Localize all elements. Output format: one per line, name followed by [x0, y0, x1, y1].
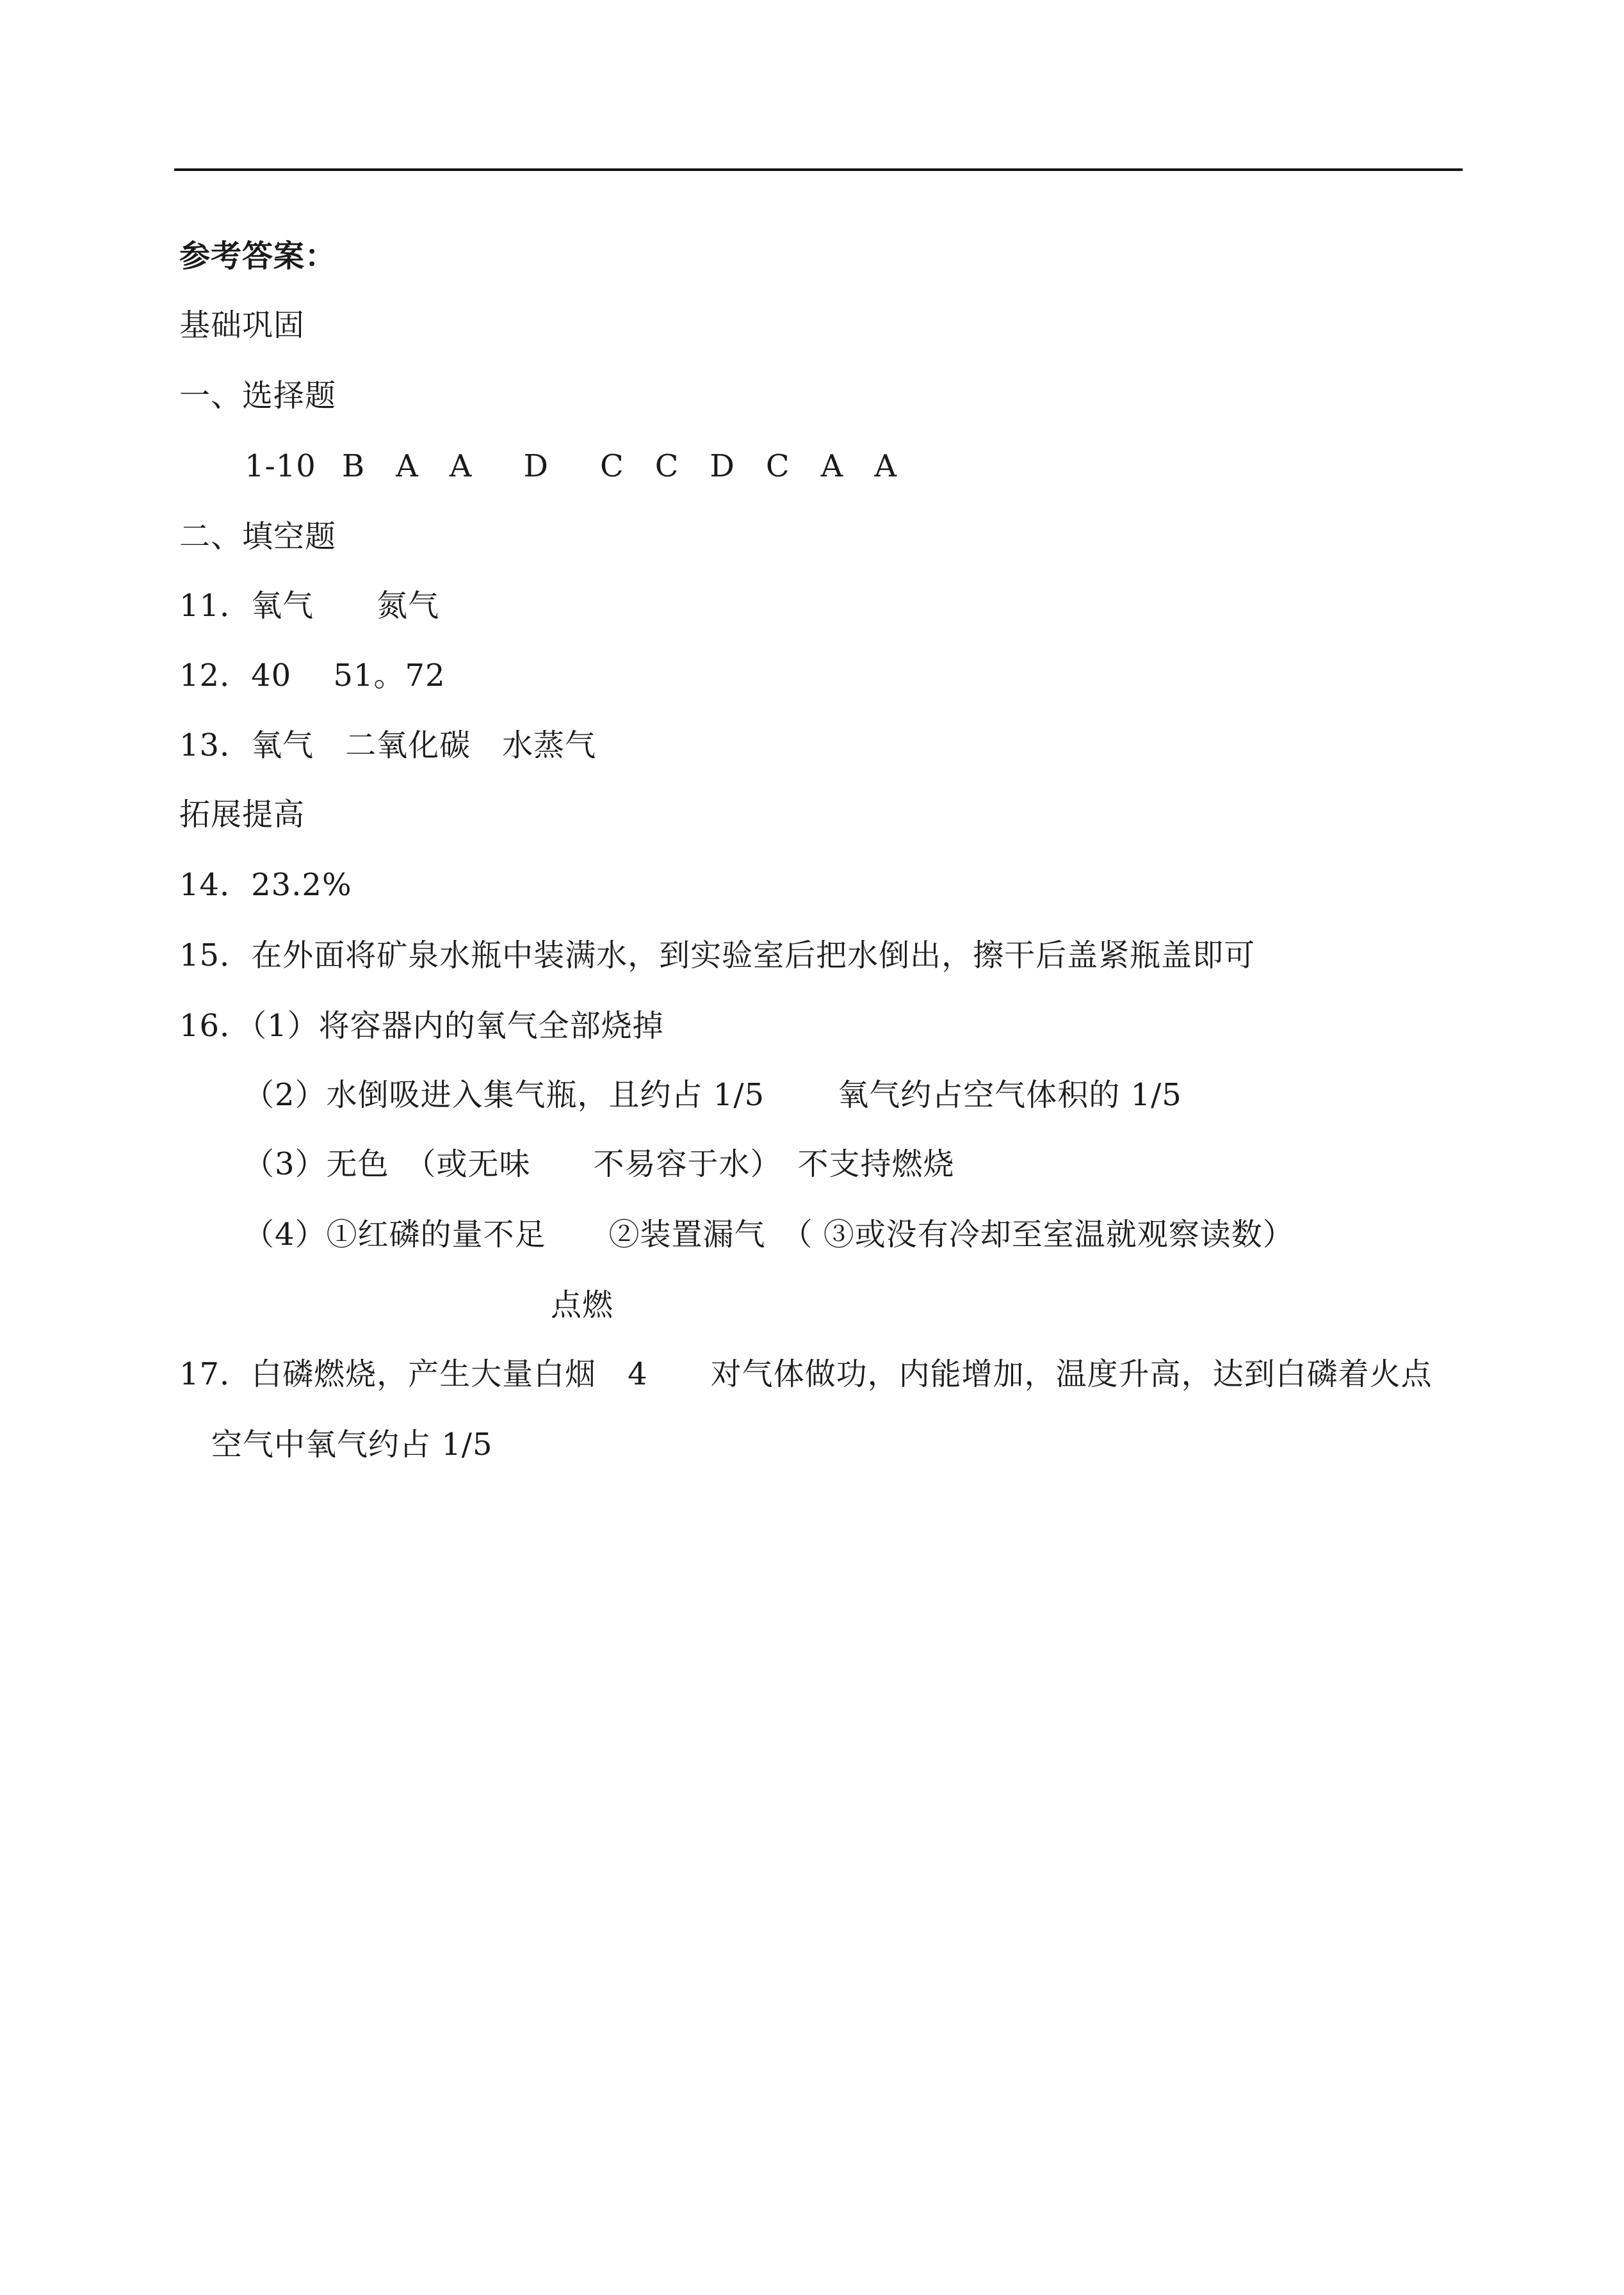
mc-answer-5: C [599, 448, 624, 484]
part2-title: 二、填空题 [179, 519, 337, 555]
answer-16-part4: （4）①红磷的量不足 ②装置漏气 （ ③或没有冷却至室温就观察读数） [243, 1217, 1294, 1253]
answer-16-part2: （2）水倒吸进入集气瓶，且约占 1/5 氧气约占空气体积的 1/5 [243, 1077, 1182, 1113]
section-extension: 拓展提高 [179, 797, 305, 832]
answer-key-heading: 参考答案： [179, 238, 337, 274]
answer-14: 14．23.2% [179, 867, 352, 903]
mc-answer-7: D [710, 448, 735, 484]
answer-12: 12．40 51。72 [179, 658, 446, 693]
part1-title: 一、选择题 [179, 378, 337, 414]
header-rule [174, 168, 1463, 171]
section-basic: 基础巩固 [179, 307, 305, 343]
answer-11: 11．氧气 氮气 [179, 588, 440, 624]
mc-range: 1-10 [245, 448, 316, 484]
answer-16-part3: （3）无色 （或无味 不易容于水） 不支持燃烧 [243, 1146, 955, 1182]
answer-17-line2: 空气中氧气约占 1/5 [211, 1427, 493, 1463]
mc-answer-9: A [820, 448, 844, 484]
answer-17-line1: 17．白磷燃烧，产生大量白烟 4 对气体做功，内能增加，温度升高，达到白磷着火点 [179, 1356, 1433, 1392]
mc-answer-1: B [341, 448, 366, 484]
mc-answer-3: A [449, 448, 473, 484]
answer-13: 13．氧气 二氧化碳 水蒸气 [179, 727, 597, 763]
mc-answers-row [245, 447, 897, 485]
answer-15: 15．在外面将矿泉水瓶中装满水，到实验室后把水倒出，擦干后盖紧瓶盖即可 [179, 937, 1256, 973]
reaction-condition: 点燃 [551, 1287, 614, 1323]
answer-16-part1: 16．（1）将容器内的氧气全部烧掉 [179, 1008, 664, 1044]
mc-answer-6: C [654, 448, 679, 484]
mc-answer-2: A [396, 448, 419, 484]
mc-answer-10: A [874, 448, 897, 484]
mc-answer-4: D [523, 448, 549, 484]
mc-answer-8: C [765, 448, 790, 484]
